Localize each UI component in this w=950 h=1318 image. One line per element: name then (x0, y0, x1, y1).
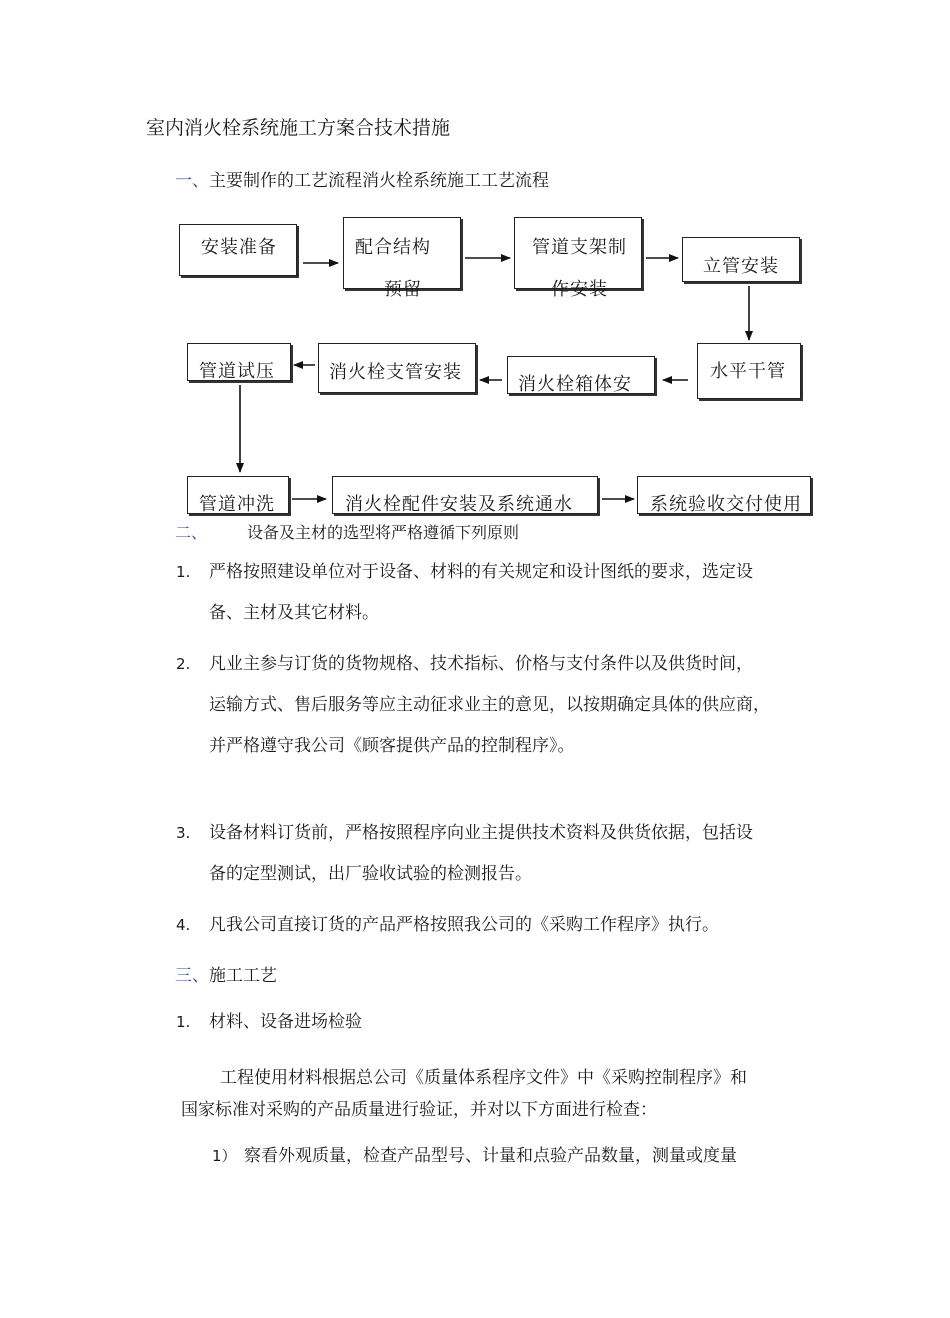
flow-step-hydrant-box (507, 356, 655, 394)
section-2-text: 设备及主材的选型将严格遵循下列原则 (247, 523, 520, 542)
item-2-1-line-1: 严格按照建设单位对于设备、材料的有关规定和设计图纸的要求，选定设 (209, 562, 753, 582)
flow-step-10-label: 消火栓配件安装及系统通水 (345, 494, 573, 515)
sub-item-1-text: 察看外观质量，检查产品型号、计量和点验产品数量，测量或度量 (244, 1146, 737, 1166)
item-3-1-number: 1. (176, 1013, 191, 1031)
flow-step-pipe-support (514, 217, 642, 300)
flow-step-9-label: 管道冲洗 (199, 494, 275, 515)
item-2-3-line-1: 设备材料订货前，严格按照程序向业主提供技术资料及供货依据，包括设 (209, 823, 753, 843)
flow-step-11-label: 系统验收交付使用 (650, 494, 802, 515)
flow-step-7-label: 消火栓支管安装 (329, 362, 462, 383)
section-2-heading (175, 525, 519, 541)
section-1-text: 主要制作的工艺流程消火栓系统施工工艺流程 (209, 171, 549, 191)
item-2-2-line-2: 运输方式、售后服务等应主动征求业主的意见，以按期确定具体的供应商， (209, 695, 770, 715)
item-2-3-line-2: 备的定型测试，出厂验收试验的检测报告。 (209, 864, 532, 884)
section-3-text: 施工工艺 (209, 966, 277, 986)
flow-step-install-prep (179, 224, 297, 276)
flow-step-5-label: 水平干管 (710, 361, 786, 382)
sub-item-1-number: 1） (212, 1147, 237, 1165)
item-2-4-number: 4. (176, 916, 191, 934)
item-2-2-line-1: 凡业主参与订货的货物规格、技术指标、价格与支付条件以及供货时间， (209, 654, 753, 674)
paragraph-line-2: 国家标准对采购的产品质量进行验证，并对以下方面进行检查： (181, 1100, 657, 1120)
flow-step-pressure-test (187, 343, 291, 381)
flow-step-4-label: 立管安装 (703, 256, 779, 277)
item-2-1-number: 1. (176, 563, 191, 581)
flow-step-2-label-1: 配合结构 (355, 237, 431, 258)
flow-step-6-label: 消火栓箱体安 (518, 374, 632, 395)
item-3-1-text: 材料、设备进场检验 (209, 1012, 362, 1032)
flow-step-riser-install (682, 237, 800, 282)
page-title: 室内消火栓系统施工方案合技术措施 (146, 117, 451, 139)
flow-step-acceptance (637, 476, 811, 514)
flow-step-3-label-1: 管道支架制 (532, 237, 627, 258)
item-2-4-line-1: 凡我公司直接订货的产品严格按照我公司的《采购工作程序》执行。 (209, 915, 719, 935)
item-2-2-number: 2. (176, 655, 191, 673)
flow-step-horizontal-main (697, 343, 801, 399)
flow-step-1-label: 安装准备 (201, 237, 277, 258)
section-3-number: 三、 (175, 966, 209, 986)
flow-step-flushing (187, 476, 289, 514)
flow-step-fittings-water (332, 476, 598, 514)
section-1-number: 一、 (175, 171, 209, 191)
item-2-2-line-3: 并严格遵守我公司《顾客提供产品的控制程序》。 (209, 736, 575, 756)
flow-step-3-label-2: 作安装 (551, 279, 608, 300)
flow-step-structure-reserve (343, 217, 461, 300)
flow-step-2-label-2: 预留 (384, 279, 422, 300)
flowchart-arrows (0, 0, 950, 530)
section-2-number: 二、 (175, 523, 208, 542)
paragraph-line-1: 工程使用材料根据总公司《质量体系程序文件》中《采购控制程序》和 (220, 1068, 747, 1088)
flow-step-hydrant-branch (318, 343, 476, 393)
item-2-1-line-2: 备、主材及其它材料。 (209, 603, 379, 623)
item-2-3-number: 3. (176, 824, 191, 842)
flow-step-8-label: 管道试压 (199, 361, 275, 382)
section-3-heading (175, 968, 277, 985)
